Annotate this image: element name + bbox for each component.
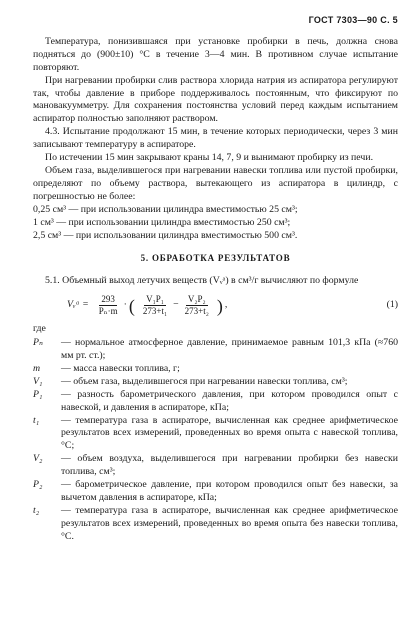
paragraph-gas-volume: Объем газа, выделившегося при нагревании навески топлива или пустой пробирки, определяют по объему раствора, вытекающего из аспиратора в цилиндр, с погрешностью не более:: [33, 164, 398, 202]
formula-fraction-3: [183, 294, 211, 317]
paragraph-after-15min: По истечении 15 мин закрывают краны 14, 7, 9 и вынимают пробирку из печи.: [45, 152, 374, 164]
formula-dot: ·: [123, 299, 127, 311]
variable-symbol: P₁: [33, 388, 43, 400]
variable-row: [33, 479, 398, 505]
formula-fraction-1: [97, 294, 120, 317]
paragraph-temperature: Температура, понизившаяся при установке пробирки в печь, должна снова подняться до (900±10) °С в течение 3—4 мин. В противном случае испытание повторяют.: [33, 35, 398, 73]
formula-lhs: Vᵥᵃ =: [67, 299, 89, 311]
page-header: ГОСТ 7303—90 С. 5: [308, 15, 398, 25]
fraction-2-denominator: 273+t₁: [142, 306, 168, 317]
list-item-25: 0,25 см³ — при использовании цилиндра вместимостью 25 см³;: [33, 203, 298, 215]
where-label: где: [33, 323, 46, 335]
formula-minus: −: [173, 299, 179, 311]
variable-definition: — объем воздуха, выделившегося при нагревании пробирки без навески топлива, см³;: [61, 453, 398, 478]
paragraph-heating: При нагревании пробирки слив раствора хлорида натрия из аспиратора регулируют так, чтобы давление в приборе поддерживалось постоянным, что фиксируют по мановакуумметру. Для сохранения постоянства условий перед каждым испытанием аспиратор полностью заполняют раствором.: [33, 74, 398, 125]
variable-list: [33, 337, 398, 544]
variable-row: [33, 389, 398, 415]
variable-definition: — температура газа в аспираторе, вычисленная как среднее арифметическое результатов всех измерений, проведенных во время опыта с навеской топлива, °С;: [61, 414, 398, 452]
variable-definition: — масса навески топлива, г;: [61, 362, 180, 374]
paragraph-5-1: 5.1. Объемный выход летучих веществ (Vᵥᵃ) в см³/г вычисляют по формуле: [45, 275, 359, 287]
list-item-500: 2,5 см³ — при использовании цилиндра вместимостью 500 см³.: [33, 229, 298, 241]
formula-close-paren: ): [216, 295, 223, 316]
list-item-250: 1 см³ — при использовании цилиндра вместимостью 250 см³;: [33, 216, 291, 228]
paragraph-4-3: 4.3. Испытание продолжают 15 мин, в течение которых периодически, через 3 мин записывают температуру в аспираторе.: [33, 126, 398, 151]
formula-fraction-2: [141, 294, 169, 317]
formula-comma: ,: [224, 299, 228, 311]
variable-row: [33, 376, 398, 389]
fraction-3-numerator: V₂P₂: [187, 294, 206, 305]
formula-open-paren: (: [128, 295, 135, 316]
variable-symbol: t₂: [33, 504, 40, 516]
variable-symbol: t₁: [33, 414, 40, 426]
variable-definition: — нормальное атмосферное давление, принимаемое равным 101,3 кПа (≈760 мм рт. ст.);: [61, 337, 398, 362]
fraction-1-denominator: Pₙ·m: [98, 306, 118, 317]
variable-definition: — разность барометрического давления, при котором проводился опыт с навеской, и давления в аспираторе, кПа;: [61, 388, 398, 413]
variable-row: [33, 337, 398, 363]
variable-row: [33, 505, 398, 544]
equation-number: (1): [386, 299, 398, 311]
section-title: 5. ОБРАБОТКА РЕЗУЛЬТАТОВ: [140, 253, 291, 264]
variable-row: [33, 363, 398, 376]
variable-row: [33, 415, 398, 454]
formula-1: [33, 294, 398, 317]
variable-symbol: m: [33, 362, 41, 374]
variable-symbol: Pₙ: [33, 337, 43, 349]
variable-symbol: P₂: [33, 479, 43, 491]
variable-symbol: V₁: [33, 375, 43, 387]
fraction-3-denominator: 273+t₂: [184, 306, 209, 317]
variable-row: [33, 453, 398, 479]
variable-definition: — температура газа в аспираторе, вычисленная как среднее арифметическое результатов всех измерений, проведенных во время опыта без навески топлива, °С.: [61, 504, 398, 542]
variable-definition: — объем газа, выделившегося при нагревании навески топлива, см³;: [61, 375, 348, 387]
fraction-1-numerator: 293: [101, 294, 115, 305]
fraction-2-numerator: V₁P₁: [146, 294, 164, 305]
variable-definition: — барометрическое давление, при котором проводился опыт без навески, за вычетом давления в аспираторе, кПа;: [61, 479, 398, 503]
variable-symbol: V₂: [33, 453, 43, 465]
